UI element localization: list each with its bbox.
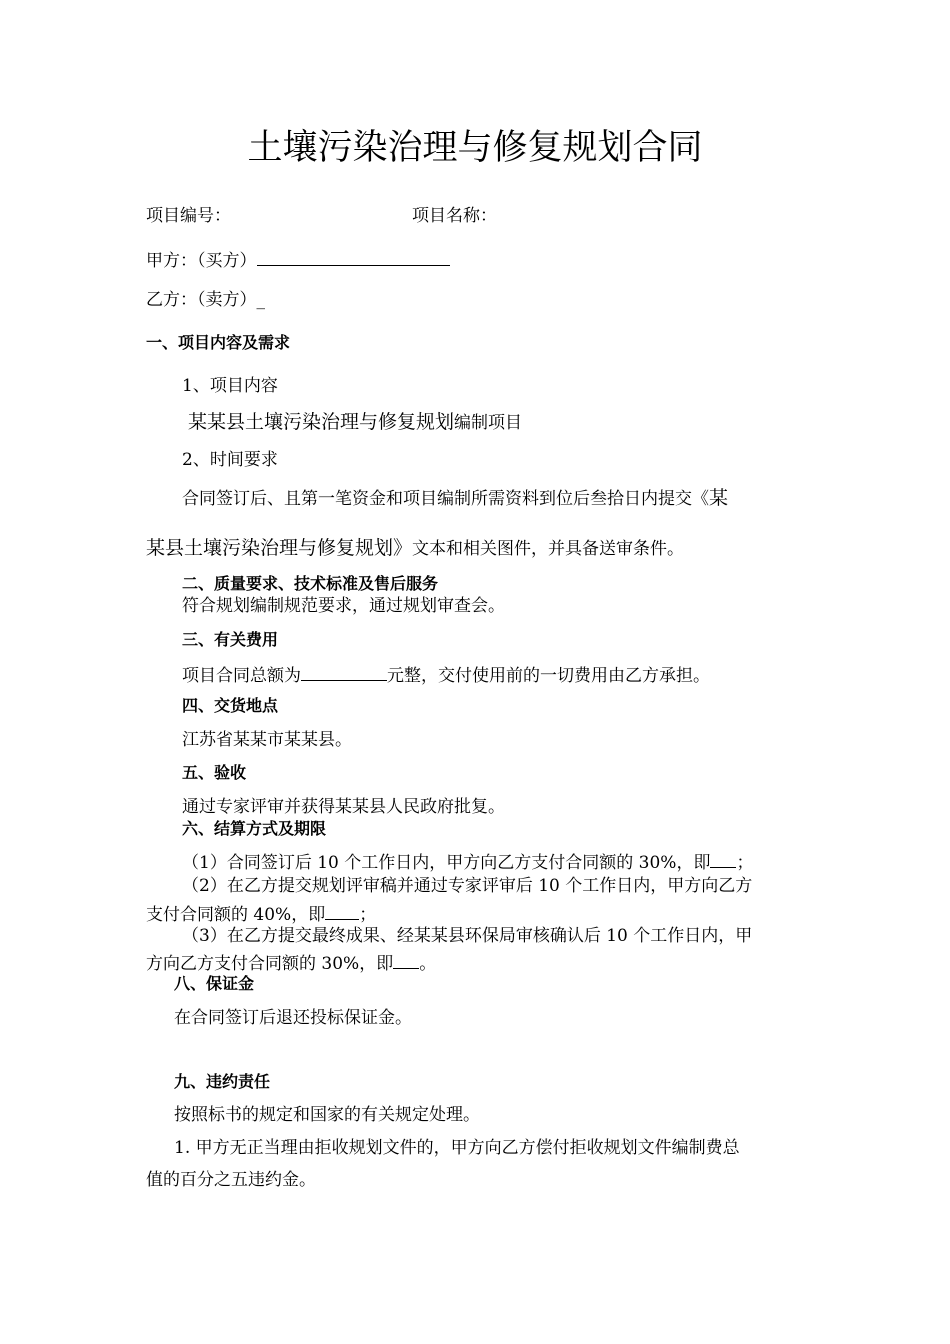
section-9-heading: 九、违约责任	[174, 1072, 271, 1091]
time-requirement-line-2	[146, 538, 684, 559]
party-b-blank: _	[256, 290, 265, 310]
payment-3-line-1: （3）在乙方提交最终成果、经某某县环保局审核确认后 10 个工作日内，甲	[182, 926, 753, 946]
section-2-text: 符合规划编制规范要求，通过规划审查会。	[182, 596, 505, 616]
section-9-text: 按照标书的规定和国家的有关规定处理。	[174, 1105, 480, 1125]
project-content-suffix: 编制项目	[454, 413, 523, 433]
section-3-text	[182, 663, 710, 686]
time-requirement-plan-name: 某县土壤污染治理与修复规划》	[146, 537, 413, 559]
section-2-heading: 二、质量要求、技术标准及售后服务	[182, 574, 439, 593]
payment-1-end: ；	[736, 853, 754, 873]
payment-3-end: 。	[419, 954, 437, 974]
section-1-item-2-label: 2、时间要求	[182, 450, 278, 470]
payment-2-text: 支付合同额的 40%，即	[146, 905, 326, 925]
page-title: 土壤污染治理与修复规划合同	[247, 128, 703, 168]
section-6-heading: 六、结算方式及期限	[182, 819, 327, 838]
section-5-heading: 五、验收	[182, 763, 247, 782]
total-amount-blank	[301, 663, 387, 681]
section-1-item-1-label: 1、项目内容	[182, 376, 278, 396]
payment-3-blank	[393, 951, 419, 969]
total-amount-note: 元整，交付使用前的一切费用由乙方承担。	[387, 666, 710, 686]
party-a-label: 甲方：（买方）	[146, 251, 257, 271]
party-b-label: 乙方：（卖方）	[146, 290, 257, 310]
penalty-1-line-1: 1. 甲方无正当理由拒收规划文件的，甲方向乙方偿付拒收规划文件编制费总	[174, 1138, 740, 1158]
total-amount-label: 项目合同总额为	[182, 666, 301, 686]
penalty-1-line-2: 值的百分之五违约金。	[146, 1170, 316, 1190]
time-requirement-plan-start: 某	[709, 487, 729, 509]
time-requirement-text: 合同签订后、且第一笔资金和项目编制所需资料到位后叁拾日内提交《	[182, 489, 709, 509]
section-8-text: 在合同签订后退还投标保证金。	[174, 1008, 412, 1028]
party-b-line	[146, 290, 265, 310]
section-5-text: 通过专家评审并获得某某县人民政府批复。	[182, 797, 505, 817]
payment-1	[182, 850, 753, 873]
time-requirement-line-1	[182, 488, 728, 509]
section-4-heading: 四、交货地点	[182, 696, 279, 715]
party-a-blank	[257, 248, 450, 266]
payment-2-end: ；	[359, 905, 377, 925]
project-number-label: 项目编号：	[146, 206, 231, 226]
section-8-heading: 八、保证金	[174, 974, 255, 993]
time-requirement-deliverables: 文本和相关图件，并具备送审条件。	[412, 539, 685, 559]
project-content-name: 某某县土壤污染治理与修复规划	[188, 411, 455, 433]
section-3-heading: 三、有关费用	[182, 630, 279, 649]
section-4-text: 江苏省某某市某某县。	[182, 730, 352, 750]
payment-1-text: （1）合同签订后 10 个工作日内，甲方向乙方支付合同额的 30%，即	[182, 853, 711, 873]
section-1-item-1-text	[188, 412, 522, 433]
payment-3-text: 方向乙方支付合同额的 30%，即	[146, 954, 394, 974]
project-name-label: 项目名称：	[412, 206, 497, 226]
payment-3-line-2	[146, 951, 436, 974]
payment-1-blank	[710, 850, 736, 868]
payment-2-blank	[325, 902, 359, 920]
section-1-heading: 一、项目内容及需求	[146, 333, 291, 352]
payment-2-line-1: （2）在乙方提交规划评审稿并通过专家评审后 10 个工作日内，甲方向乙方	[182, 876, 753, 896]
payment-2-line-2	[146, 902, 376, 925]
party-a-line	[146, 248, 450, 271]
